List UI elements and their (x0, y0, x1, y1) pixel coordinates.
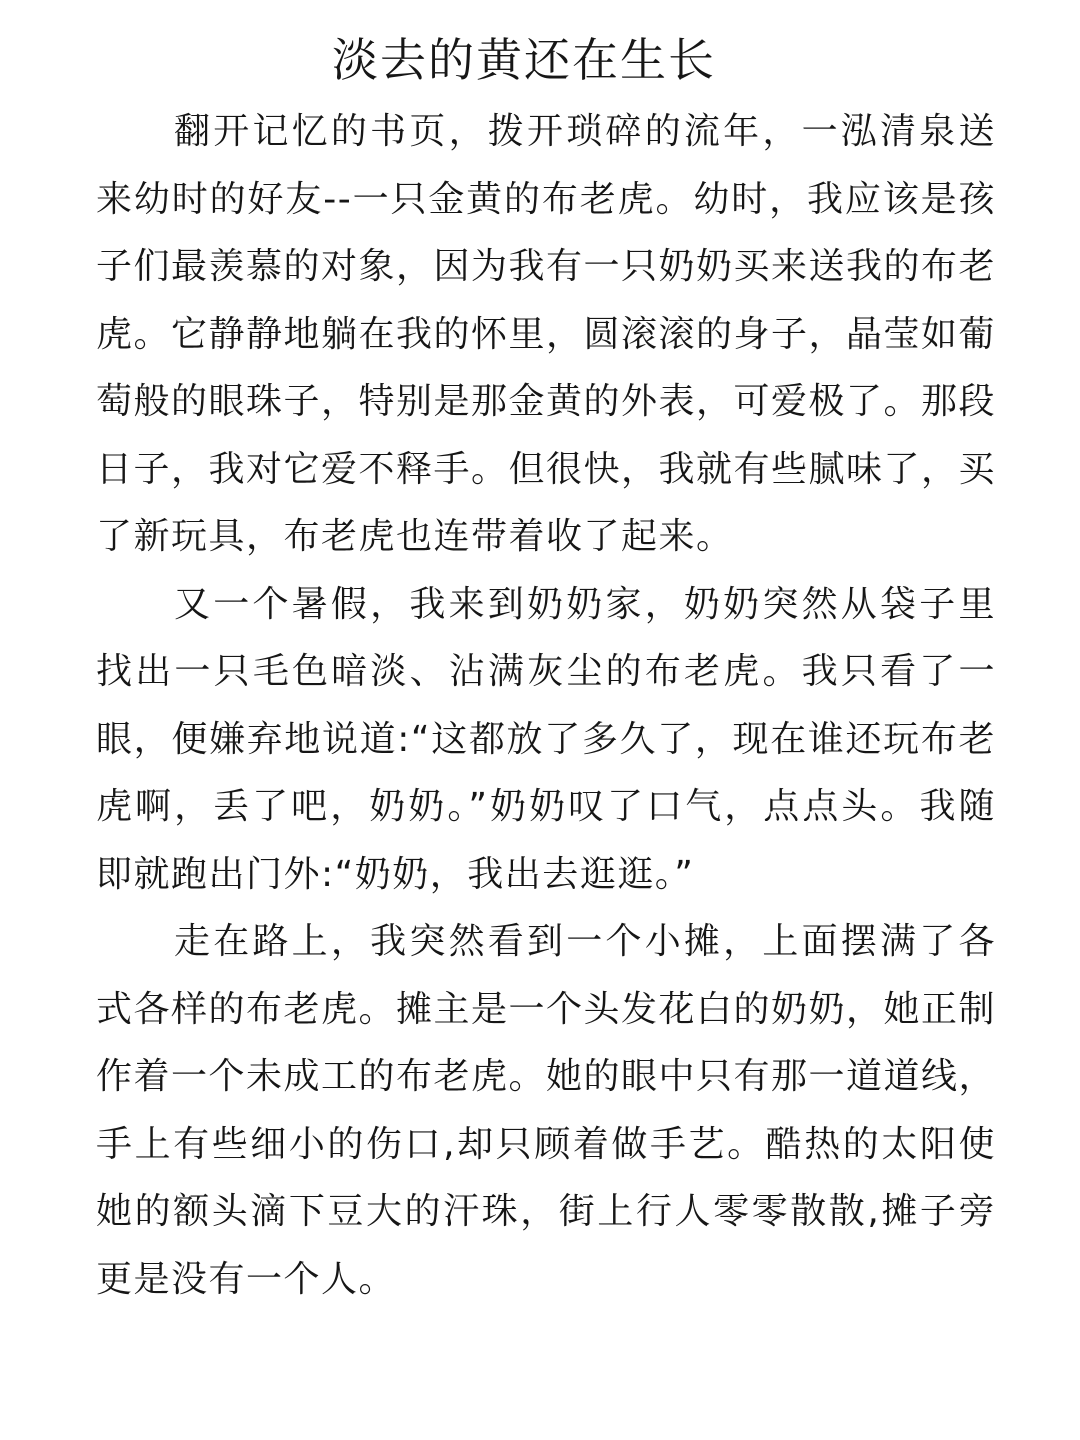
paragraph-1: 翻开记忆的书页，拨开琐碎的流年，一泓清泉送来幼时的好友--一只金黄的布老虎。幼时，我应该是孩子们最羡慕的对象，因为我有一只奶奶买来送我的布老虎。它静静地躺在我的怀里，圆滚滚的身子，晶莹如葡萄般的眼珠子，特别是那金黄的外表，可爱极了。那段日子，我对它爱不释手。但很快，我就有些腻味了，买了新玩具，布老虎也连带着收了起来。 (96, 111, 997, 557)
paragraph-2: 又一个暑假，我来到奶奶家，奶奶突然从袋子里找出一只毛色暗淡、沾满灰尘的布老虎。我只看了一眼，便嫌弃地说道:“这都放了多久了，现在谁还玩布老虎啊，丢了吧，奶奶。”奶奶叹了口气，点点头。我随即就跑出门外:“奶奶，我出去逛逛。” (96, 583, 996, 895)
paragraph-3: 走在路上，我突然看到一个小摊，上面摆满了各式各样的布老虎。摊主是一个头发花白的奶奶，她正制作着一个未成工的布老虎。她的眼中只有那一道道线，手上有些细小的伤口,却只顾着做手艺。酷热的太阳使她的额头滴下豆大的汗珠，街上行人零零散散,摊子旁更是没有一个人。 (96, 921, 997, 1300)
article-body (96, 98, 996, 1313)
article-title: 淡去的黄还在生长 (332, 33, 716, 87)
